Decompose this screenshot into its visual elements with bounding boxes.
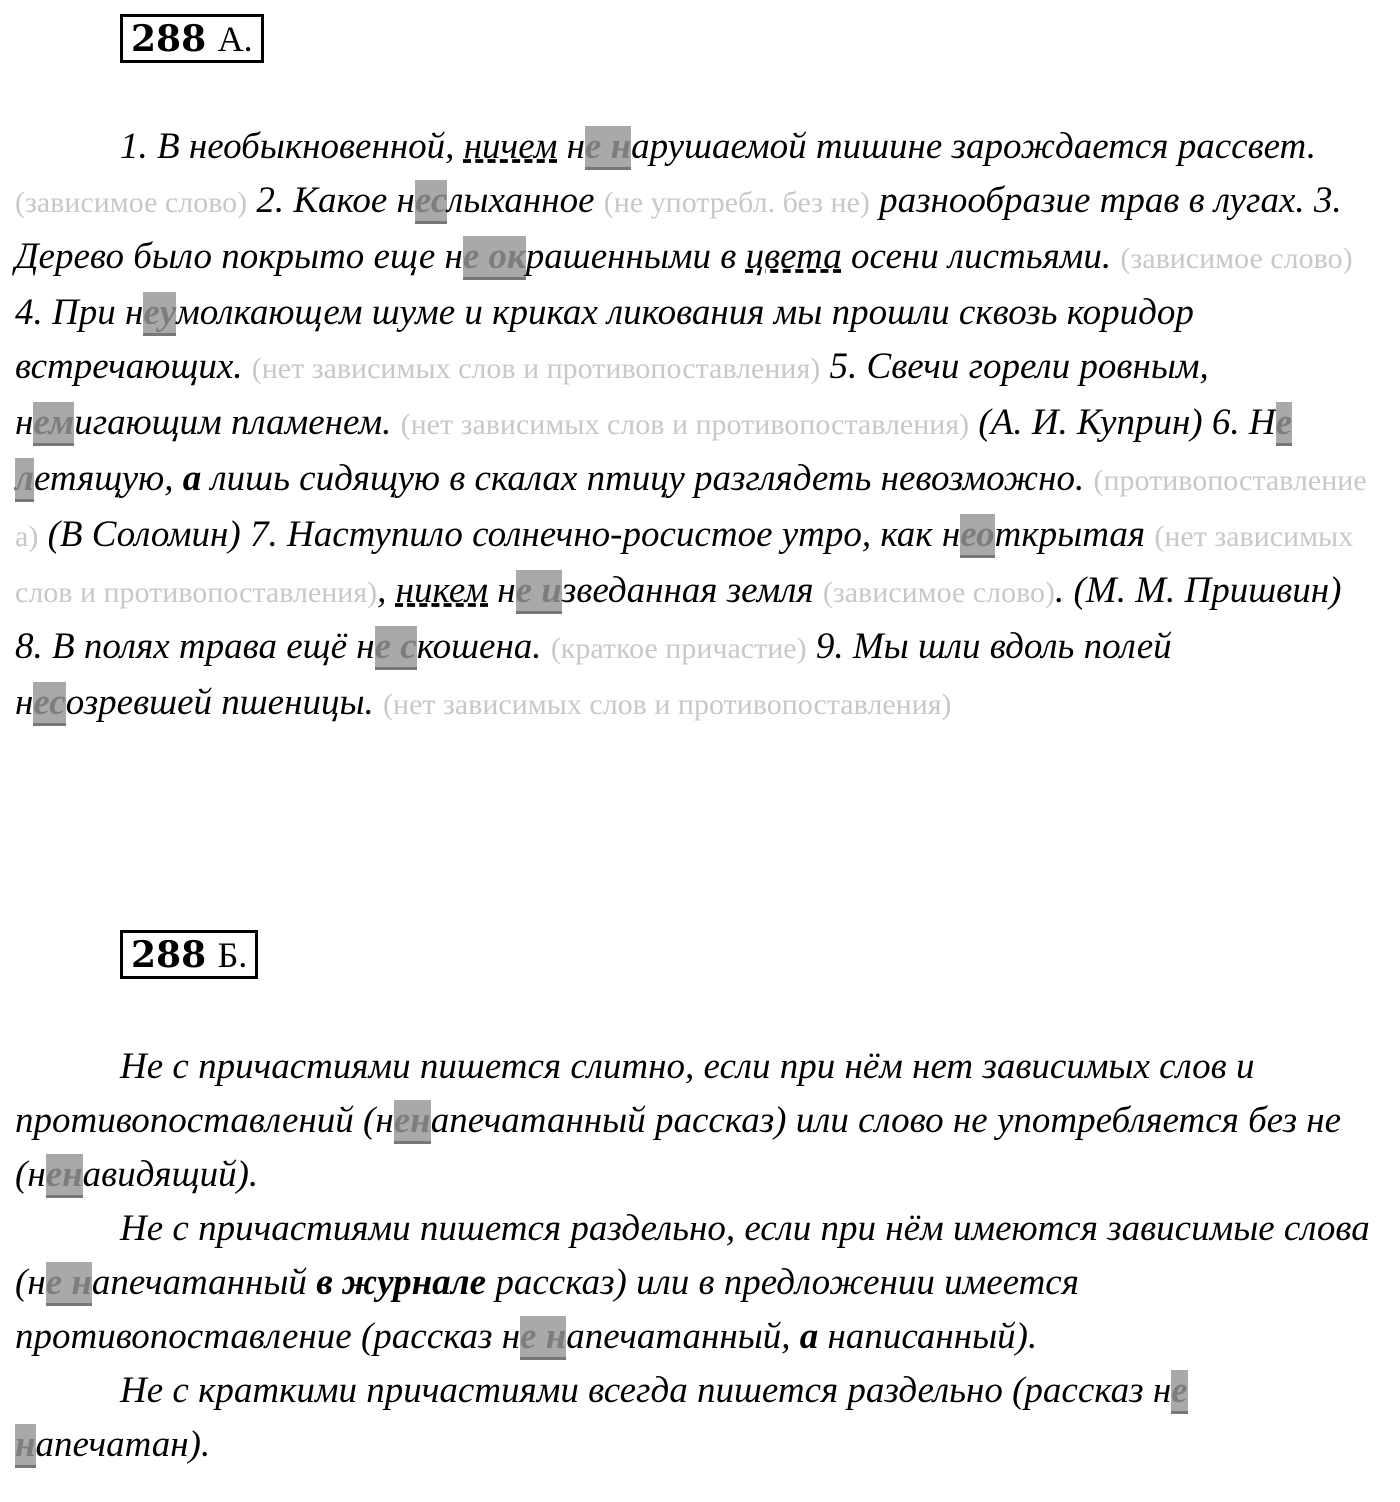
text-run: 2. Какое н [256,180,415,221]
text-run: лыханное [447,180,595,221]
grammar-note: (краткое причастие) [550,632,807,665]
text-run: 1. В необыкновенной, [120,126,464,167]
text-run: осени листьями. [841,236,1112,277]
exercise-b-text [15,1040,1370,1472]
text-run: н [488,570,516,611]
text-run: рашенными в [525,236,746,277]
text-run: Не с причастиями пишется раздельно, если при нём имеются зависимые слова (н [15,1208,1370,1303]
text-run: 8. В полях трава ещё н [15,626,375,667]
highlighted-ne: е л [15,402,1292,502]
exercise-a-paragraph [15,120,1370,732]
author-citation: (В Соломин) [47,514,241,555]
exercise-letter: А. [217,19,253,59]
dependent-word: цвета [745,236,842,277]
grammar-note: (зависимое слово) [822,576,1056,609]
exercise-letter: Б. [217,935,248,975]
highlighted-ne: ен [46,1154,83,1198]
grammar-note: (не употребл. без не) [603,186,870,219]
text-run: озревшей пшеницы. [65,682,374,723]
rule-paragraph [15,1040,1370,1202]
exercise-number: 288 [131,18,207,60]
exercise-header-b [120,930,258,979]
grammar-note: (зависимое слово) [1120,242,1353,275]
text-run: н [557,126,585,167]
text-run: Не с краткими причастиями всегда пишется раздельно (рассказ н [120,1370,1172,1411]
text-run: ткрытая [994,514,1146,555]
text-run: апечатанный, [566,1316,800,1357]
text-run: 6. Н [1211,402,1276,443]
highlighted-ne: е н [520,1316,566,1360]
text-run: рассказ) или в предложении имеется противопоставление (рассказ н [15,1262,1079,1357]
conjunction-bold: а [182,458,202,499]
text-run: апечатан). [35,1424,211,1465]
text-run: 7. Наступило солнечно-росистое утро, как н [249,514,961,555]
highlighted-ne: ес [33,682,65,726]
highlighted-ne: е н [585,126,631,170]
highlighted-ne: е ок [463,236,526,280]
highlighted-ne: е с [375,626,417,670]
grammar-note: (зависимое слово) [15,186,248,219]
highlighted-ne: е н [15,1370,1188,1468]
text-run: апечатанный [91,1262,317,1303]
text-run: , [377,570,396,611]
grammar-note: (нет зависимых слов и противопоставления) [251,352,821,385]
grammar-note: (нет зависимых слов и противопоставления) [383,688,952,721]
highlighted-ne: е н [46,1262,92,1306]
text-run: 4. При н [15,292,144,333]
text-run: зведанная земля [561,570,814,611]
text-run: игающим пламенем. [74,402,392,443]
highlighted-ne: ен [394,1100,431,1144]
highlighted-ne: еу [143,292,176,336]
text-run: 5. Свечи горели ровным, н [15,346,1209,443]
text-run: апечатанный рассказ) или слово не употребляется без не (н [15,1100,1342,1195]
highlighted-ne: ес [415,180,447,224]
text-run: кошена. [416,626,542,667]
text-run: авидящий). [82,1154,259,1195]
text-run: етящую, [34,458,183,499]
text-run: разнообразие трав в лугах. 3. Дерево было покрыто еще н [15,180,1342,277]
highlighted-ne: ем [33,402,74,446]
dependent-word: никем [395,570,489,611]
conjunction-bold: а [799,1316,819,1357]
text-run: Не с причастиями пишется слитно, если при нём нет зависимых слов и противопоставлений (н [15,1046,1255,1141]
exercise-header-a [120,14,264,63]
text-run: арушаемой тишине зарождается рассвет. [631,126,1316,167]
highlighted-ne: ео [960,514,994,558]
exercise-a-text [15,120,1370,732]
dependent-word: ничем [463,126,558,167]
rule-paragraph [15,1202,1370,1364]
author-citation: (А. И. Куприн) [978,402,1203,443]
rule-paragraph [15,1364,1370,1472]
exercise-number: 288 [131,934,207,976]
grammar-note: (противопоставление а) [15,464,1367,553]
text-run: написанный). [818,1316,1038,1357]
text-run: молкающем шуме и криках ликования мы прошли сквозь коридор встречающих. [15,292,1194,387]
highlighted-ne: е и [516,570,562,614]
text-run: 9. Мы шли вдоль полей н [15,626,1172,723]
author-citation: . (М. М. Пришвин) [1055,570,1342,611]
text-run: лишь сидящую в скалах птицу разглядеть невозможно. [201,458,1085,499]
grammar-note: (нет зависимых слов и противопоставления) [15,520,1354,609]
grammar-note: (нет зависимых слов и противопоставления) [400,408,970,441]
dependent-words-bold: в журнале [316,1262,487,1303]
